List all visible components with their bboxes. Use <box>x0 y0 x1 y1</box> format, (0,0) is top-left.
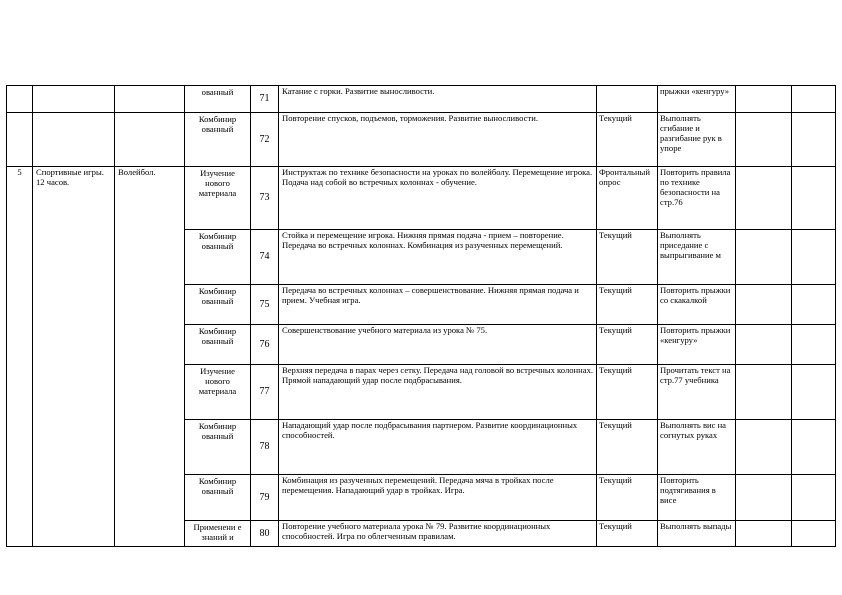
lesson-topic: Передача во встречных колоннах – совершенствование. Нижняя прямая подача и прием. Учебная игра. <box>279 285 597 325</box>
empty-cell <box>736 113 792 167</box>
empty-cell <box>33 86 115 113</box>
control-type: Фронтальный опрос <box>597 167 658 230</box>
homework: Выполнять сгибание и разгибание рук в упоре <box>658 113 736 167</box>
empty-cell <box>736 521 792 547</box>
homework: Повторить подтягивания в висе <box>658 475 736 521</box>
homework: Повторить прыжки «кенгуру» <box>658 325 736 365</box>
lesson-topic: Комбинация из разученных перемещений. Передача мяча в тройках после перемещения. Нападающий удар в тройках. Игра. <box>279 475 597 521</box>
empty-cell <box>792 475 836 521</box>
control-type: Текущий <box>597 475 658 521</box>
control-type: Текущий <box>597 285 658 325</box>
empty-cell <box>736 420 792 475</box>
empty-cell <box>736 167 792 230</box>
lesson-number: 72 <box>251 113 279 167</box>
lesson-number: 73 <box>251 167 279 230</box>
table-row <box>7 86 836 113</box>
control-type: Текущий <box>597 230 658 285</box>
lesson-topic: Верхняя передача в парах через сетку. Передача над головой во встречных колоннах. Прямой нападающий удар после подбрасывания. <box>279 365 597 420</box>
lesson-plan-table <box>6 85 836 547</box>
empty-cell <box>736 285 792 325</box>
homework: Повторить правила по технике безопасности на стр.76 <box>658 167 736 230</box>
lesson-topic: Совершенствование учебного материала из урока № 75. <box>279 325 597 365</box>
empty-cell <box>736 325 792 365</box>
lesson-number: 71 <box>251 86 279 113</box>
empty-cell <box>736 475 792 521</box>
empty-cell <box>736 230 792 285</box>
lesson-type: Изучение нового материала <box>185 365 251 420</box>
homework: Выполнять приседание с выпрыгивание м <box>658 230 736 285</box>
lesson-number: 77 <box>251 365 279 420</box>
control-type: Текущий <box>597 521 658 547</box>
homework: Повторить прыжки со скакалкой <box>658 285 736 325</box>
empty-cell <box>792 420 836 475</box>
lesson-type: Комбинир ованный <box>185 325 251 365</box>
lesson-number: 80 <box>251 521 279 547</box>
lesson-type: Комбинир ованный <box>185 113 251 167</box>
lesson-type: ованный <box>185 86 251 113</box>
lesson-type: Применени е знаний и <box>185 521 251 547</box>
lesson-topic: Инструктаж по технике безопасности на уроках по волейболу. Перемещение игрока. Подача над собой во встречных колоннах - обучение. <box>279 167 597 230</box>
empty-cell <box>792 521 836 547</box>
empty-cell <box>115 86 185 113</box>
empty-cell <box>33 113 115 167</box>
table-row <box>7 113 836 167</box>
homework: прыжки «кенгуру» <box>658 86 736 113</box>
table-row <box>7 167 836 230</box>
empty-cell <box>792 113 836 167</box>
lesson-number: 79 <box>251 475 279 521</box>
lesson-type: Комбинир ованный <box>185 230 251 285</box>
lesson-topic: Стойка и перемещение игрока. Нижняя прямая подача - прием – повторение. Передача во встречных колоннах. Комбинация из разученных перемещений. <box>279 230 597 285</box>
control-type: Текущий <box>597 365 658 420</box>
empty-cell <box>792 86 836 113</box>
empty-cell <box>792 325 836 365</box>
lesson-number: 74 <box>251 230 279 285</box>
lesson-topic: Повторение спусков, подъемов, торможения. Развитие выносливости. <box>279 113 597 167</box>
empty-cell <box>736 365 792 420</box>
lesson-type: Комбинир ованный <box>185 285 251 325</box>
empty-cell <box>792 285 836 325</box>
lesson-number: 75 <box>251 285 279 325</box>
empty-cell <box>792 230 836 285</box>
subsection-name: Волейбол. <box>115 167 185 547</box>
section-number: 5 <box>7 167 33 547</box>
lesson-topic: Нападающий удар после подбрасывания партнером. Развитие координационных способностей. <box>279 420 597 475</box>
lesson-type: Изучение нового материала <box>185 167 251 230</box>
lesson-topic: Катание с горки. Развитие выносливости. <box>279 86 597 113</box>
control-type: Текущий <box>597 325 658 365</box>
section-name: Спортивные игры. 12 часов. <box>33 167 115 547</box>
empty-cell <box>7 86 33 113</box>
empty-cell <box>792 365 836 420</box>
control-type <box>597 86 658 113</box>
lesson-type: Комбинир ованный <box>185 475 251 521</box>
homework: Выполнять вис на согнутых руках <box>658 420 736 475</box>
homework: Прочитать текст на стр.77 учебника <box>658 365 736 420</box>
lesson-type: Комбинир ованный <box>185 420 251 475</box>
empty-cell <box>792 167 836 230</box>
lesson-number: 76 <box>251 325 279 365</box>
empty-cell <box>7 113 33 167</box>
lesson-number: 78 <box>251 420 279 475</box>
empty-cell <box>736 86 792 113</box>
control-type: Текущий <box>597 420 658 475</box>
control-type: Текущий <box>597 113 658 167</box>
homework: Выполнять выпады <box>658 521 736 547</box>
lesson-topic: Повторение учебного материала урока № 79. Развитие координационных способностей. Игра по облегченным правилам. <box>279 521 597 547</box>
empty-cell <box>115 113 185 167</box>
